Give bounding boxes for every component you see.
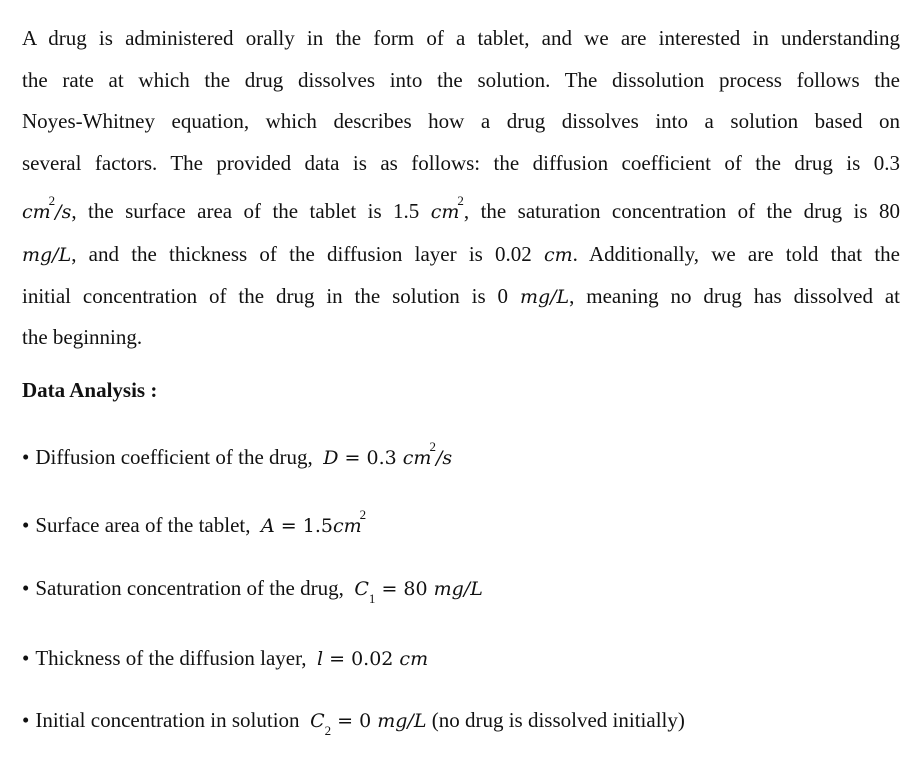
math-symbol: C (310, 710, 325, 732)
text: , and the thickness of the diffusion layer is 0.02 (71, 242, 544, 266)
math-value: 0 (359, 710, 378, 732)
math-symbol: l (316, 648, 324, 670)
item-text: Diffusion coefficient of the drug, (35, 445, 313, 469)
math-value: 0.3 (366, 447, 403, 469)
math-subscript: 1 (368, 591, 376, 606)
text: , the saturation concentration of the drug is 80 (463, 199, 900, 223)
math-superscript: 2 (429, 439, 436, 454)
intro-paragraph (22, 18, 900, 359)
math-unit: cm (399, 648, 429, 670)
math-symbol: C (354, 578, 369, 600)
math-equals: = (338, 447, 367, 469)
paragraph-line: the beginning. (22, 325, 143, 349)
item-text: Thickness of the diffusion layer, (35, 646, 307, 670)
bullet-icon: • (22, 576, 30, 600)
item-text: Saturation concentration of the drug, (35, 576, 344, 600)
math-equals: = (323, 648, 352, 670)
list-item (22, 708, 685, 738)
math-unit: /s (435, 447, 453, 469)
math-equals: = (331, 710, 360, 732)
math-unit: /s (55, 201, 72, 223)
math-unit: cm (22, 201, 51, 223)
item-text: Initial concentration in solution (35, 708, 300, 732)
bullet-icon: • (22, 646, 30, 670)
math-value: 0.02 (351, 648, 400, 670)
bullet-icon: • (22, 513, 30, 537)
math-unit: cm (430, 201, 460, 223)
math-equals: = (375, 578, 404, 600)
math-subscript: 2 (324, 723, 332, 738)
list-item (22, 439, 453, 470)
math-superscript: 2 (457, 193, 464, 208)
list-item (22, 507, 367, 538)
text: initial concentration of the drug in the solution is 0 (22, 283, 520, 308)
math-superscript: 2 (359, 507, 367, 522)
paragraph-line (22, 276, 900, 318)
item-text: Surface area of the tablet, (35, 513, 251, 537)
paragraph-line (22, 234, 900, 276)
math-unit: cm (402, 447, 432, 469)
bullet-icon: • (22, 445, 30, 469)
paragraph-line: Noyes-Whitney equation, which describes how a drug dissolves into a solution based on (22, 109, 900, 133)
math-equals: = (274, 515, 303, 537)
text: , the surface area of the tablet is 1.5 (71, 199, 431, 223)
paragraph-line: the rate at which the drug dissolves into the solution. The dissolution process follows the (22, 67, 900, 92)
math-symbol: A (261, 515, 275, 537)
section-heading: Data Analysis : (22, 378, 158, 402)
bullet-icon: • (22, 708, 30, 732)
math-unit: mg/L (433, 578, 483, 600)
math-unit: mg/L (22, 244, 72, 266)
item-note: (no drug is dissolved initially) (426, 708, 685, 732)
math-unit: cm (544, 244, 573, 266)
math-value: 80 (403, 578, 434, 600)
math-unit: cm (332, 515, 362, 537)
paragraph-line: A drug is administered orally in the form of a tablet, and we are interested in understanding (22, 26, 900, 50)
math-superscript: 2 (48, 193, 56, 208)
paragraph-line (22, 184, 900, 234)
text: . Additionally, we are told that the (572, 242, 900, 266)
math-unit: mg/L (519, 285, 570, 308)
math-symbol: D (323, 447, 339, 469)
math-unit: mg/L (377, 710, 427, 732)
list-item (22, 576, 483, 606)
paragraph-line: several factors. The provided data is as follows: the diffusion coefficient of the drug is 0.3 (22, 150, 900, 175)
math-value: 1.5 (302, 515, 333, 537)
list-item (22, 646, 428, 671)
text: , meaning no drug has dissolved at (569, 283, 900, 308)
